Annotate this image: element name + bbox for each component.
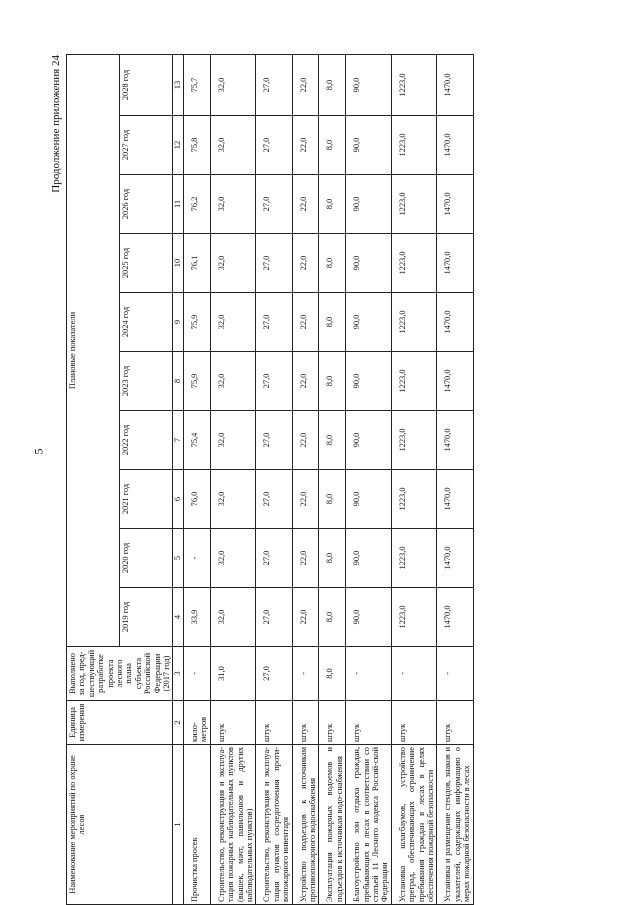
plan-value-cell: 1470,0: [437, 116, 473, 175]
header-year: 2028 год: [120, 55, 173, 116]
plan-value-cell: 32,0: [210, 352, 256, 411]
plan-value-cell: 32,0: [210, 529, 256, 588]
plan-value-cell: 27,0: [256, 529, 292, 588]
plan-value-cell: 90,0: [346, 529, 392, 588]
table-row: [319, 55, 346, 905]
unit-cell: штук: [437, 701, 473, 745]
plan-value-cell: 75,9: [183, 352, 210, 411]
plan-value-cell: -: [183, 529, 210, 588]
prev-year-cell: -: [437, 647, 473, 701]
plan-value-cell: 32,0: [210, 175, 256, 234]
plan-value-cell: 1470,0: [437, 529, 473, 588]
plan-value-cell: 27,0: [256, 234, 292, 293]
prev-year-cell: -: [346, 647, 392, 701]
header-year: 2019 год: [120, 588, 173, 647]
plan-value-cell: 90,0: [346, 293, 392, 352]
table-row: [256, 55, 292, 905]
header-planned: Плановые показатели: [67, 55, 120, 647]
column-number: 9: [173, 293, 183, 352]
plan-value-cell: 22,0: [292, 234, 319, 293]
plan-value-cell: 75,7: [183, 55, 210, 116]
plan-value-cell: 27,0: [256, 352, 292, 411]
table-row: [391, 55, 437, 905]
plan-value-cell: 1470,0: [437, 411, 473, 470]
prev-year-cell: 8,0: [319, 647, 346, 701]
plan-value-cell: 32,0: [210, 116, 256, 175]
measure-name-cell: Эксплуатация пожарных водоемов и подъездов к источникам водо-снабжения: [319, 745, 346, 905]
plan-value-cell: 1470,0: [437, 352, 473, 411]
header-year: 2024 год: [120, 293, 173, 352]
plan-value-cell: 33,9: [183, 588, 210, 647]
column-number: 11: [173, 175, 183, 234]
table-row: [210, 55, 256, 905]
header-year: 2021 год: [120, 470, 173, 529]
plan-value-cell: 32,0: [210, 411, 256, 470]
plan-value-cell: 90,0: [346, 234, 392, 293]
plan-value-cell: 90,0: [346, 470, 392, 529]
prev-year-cell: -: [183, 647, 210, 701]
plan-value-cell: 1470,0: [437, 470, 473, 529]
plan-value-cell: 22,0: [292, 529, 319, 588]
plan-value-cell: 1223,0: [391, 529, 437, 588]
prev-year-cell: -: [292, 647, 319, 701]
column-numbers-row: [173, 55, 183, 905]
prev-year-cell: 31,0: [210, 647, 256, 701]
page-number: 5: [31, 448, 46, 455]
plan-value-cell: 27,0: [256, 116, 292, 175]
plan-value-cell: 27,0: [256, 588, 292, 647]
plan-value-cell: 8,0: [319, 293, 346, 352]
unit-cell: штук: [256, 701, 292, 745]
plan-value-cell: 90,0: [346, 352, 392, 411]
unit-cell: штук: [391, 701, 437, 745]
plan-value-cell: 22,0: [292, 352, 319, 411]
plan-value-cell: 27,0: [256, 470, 292, 529]
plan-value-cell: 75,4: [183, 411, 210, 470]
column-number: 3: [173, 647, 183, 701]
plan-value-cell: 22,0: [292, 55, 319, 116]
plan-value-cell: 90,0: [346, 588, 392, 647]
plan-value-cell: 1470,0: [437, 234, 473, 293]
plan-value-cell: 1470,0: [437, 55, 473, 116]
unit-cell: штук: [346, 701, 392, 745]
header-measure-name: Наименование мероприятий по охране лесов: [67, 745, 173, 905]
column-number: 12: [173, 116, 183, 175]
plan-value-cell: 1470,0: [437, 293, 473, 352]
plan-value-cell: 32,0: [210, 470, 256, 529]
plan-value-cell: 1223,0: [391, 55, 437, 116]
measure-name-cell: Установка и размещение стендов, знаков и указателей, содержащих информацию о мерах пожарной безопасности в лесах: [437, 745, 473, 905]
measure-name-cell: Прочистка просек: [183, 745, 210, 905]
plan-value-cell: 90,0: [346, 116, 392, 175]
plan-value-cell: 32,0: [210, 588, 256, 647]
plan-value-cell: 8,0: [319, 411, 346, 470]
forest-protection-table: [66, 54, 474, 905]
column-number: 4: [173, 588, 183, 647]
plan-value-cell: 22,0: [292, 293, 319, 352]
plan-value-cell: 76,1: [183, 234, 210, 293]
plan-value-cell: 75,9: [183, 293, 210, 352]
plan-value-cell: 90,0: [346, 175, 392, 234]
plan-value-cell: 27,0: [256, 411, 292, 470]
plan-value-cell: 32,0: [210, 55, 256, 116]
plan-value-cell: 75,8: [183, 116, 210, 175]
header-year: 2025 год: [120, 234, 173, 293]
plan-value-cell: 22,0: [292, 116, 319, 175]
plan-value-cell: 27,0: [256, 175, 292, 234]
plan-value-cell: 1223,0: [391, 352, 437, 411]
column-number: 10: [173, 234, 183, 293]
plan-value-cell: 1223,0: [391, 293, 437, 352]
header-prev-year: Выполнено за год, пред-шествующий разработке проекта лесного плана субъекта Российской Федерации (2017 год): [67, 647, 173, 701]
header-year: 2023 год: [120, 352, 173, 411]
plan-value-cell: 27,0: [256, 293, 292, 352]
plan-value-cell: 1470,0: [437, 588, 473, 647]
plan-value-cell: 8,0: [319, 470, 346, 529]
column-number: 7: [173, 411, 183, 470]
plan-value-cell: 8,0: [319, 529, 346, 588]
plan-value-cell: 32,0: [210, 234, 256, 293]
plan-value-cell: 1223,0: [391, 588, 437, 647]
column-number: 13: [173, 55, 183, 116]
measure-name-cell: Строительство, реконструкция и эксплуа-тация пунктов сосредоточения проти-вопожарного инвентаря: [256, 745, 292, 905]
plan-value-cell: 1223,0: [391, 175, 437, 234]
plan-value-cell: 8,0: [319, 588, 346, 647]
table-row: [183, 55, 210, 905]
column-number: 8: [173, 352, 183, 411]
rotated-page-content: [50, 55, 595, 905]
prev-year-cell: 27,0: [256, 647, 292, 701]
plan-value-cell: 1223,0: [391, 116, 437, 175]
plan-value-cell: 8,0: [319, 55, 346, 116]
plan-value-cell: 76,0: [183, 470, 210, 529]
prev-year-cell: -: [391, 647, 437, 701]
plan-value-cell: 8,0: [319, 234, 346, 293]
plan-value-cell: 76,2: [183, 175, 210, 234]
table-row: [437, 55, 473, 905]
measure-name-cell: Строительство, реконструкция и эксплуа-тация пожарных наблюдательных пунктов (вышек, мачт, павильонов и других наблюдательных пунктов): [210, 745, 256, 905]
plan-value-cell: 8,0: [319, 175, 346, 234]
header-year: 2027 год: [120, 116, 173, 175]
plan-value-cell: 90,0: [346, 55, 392, 116]
header-row-top: [67, 55, 120, 905]
plan-value-cell: 8,0: [319, 352, 346, 411]
plan-value-cell: 32,0: [210, 293, 256, 352]
table-row: [292, 55, 319, 905]
column-number: 5: [173, 529, 183, 588]
plan-value-cell: 1223,0: [391, 470, 437, 529]
unit-cell: кило-метров: [183, 701, 210, 745]
header-unit: Единица измерения: [67, 701, 173, 745]
continued-label: Продолжение приложения 24: [50, 55, 62, 193]
plan-value-cell: 90,0: [346, 411, 392, 470]
unit-cell: штук: [319, 701, 346, 745]
measure-name-cell: Благоустройство зон отдыха граждан, пребывающих в лесах в соответствии со статьей 11 Лесного кодекса Россий-ской Федерации: [346, 745, 392, 905]
header-year: 2022 год: [120, 411, 173, 470]
plan-value-cell: 1223,0: [391, 411, 437, 470]
measure-name-cell: Устройство подъездов к источникам противопожарного водоснабжения: [292, 745, 319, 905]
table-row: [346, 55, 392, 905]
measure-name-cell: Установка шлагбаумов, устройство преград, обеспечивающих ограничение пребывания граждан в лесах в целях обеспечения пожарной безопасности: [391, 745, 437, 905]
table-body: [183, 55, 473, 905]
plan-value-cell: 8,0: [319, 116, 346, 175]
plan-value-cell: 1470,0: [437, 175, 473, 234]
column-number: 1: [173, 745, 183, 905]
header-year: 2020 год: [120, 529, 173, 588]
plan-value-cell: 1223,0: [391, 234, 437, 293]
column-number: 6: [173, 470, 183, 529]
column-number: 2: [173, 701, 183, 745]
plan-value-cell: 22,0: [292, 175, 319, 234]
plan-value-cell: 22,0: [292, 411, 319, 470]
unit-cell: штук: [210, 701, 256, 745]
plan-value-cell: 27,0: [256, 55, 292, 116]
plan-value-cell: 22,0: [292, 588, 319, 647]
header-year: 2026 год: [120, 175, 173, 234]
unit-cell: штук: [292, 701, 319, 745]
plan-value-cell: 22,0: [292, 470, 319, 529]
